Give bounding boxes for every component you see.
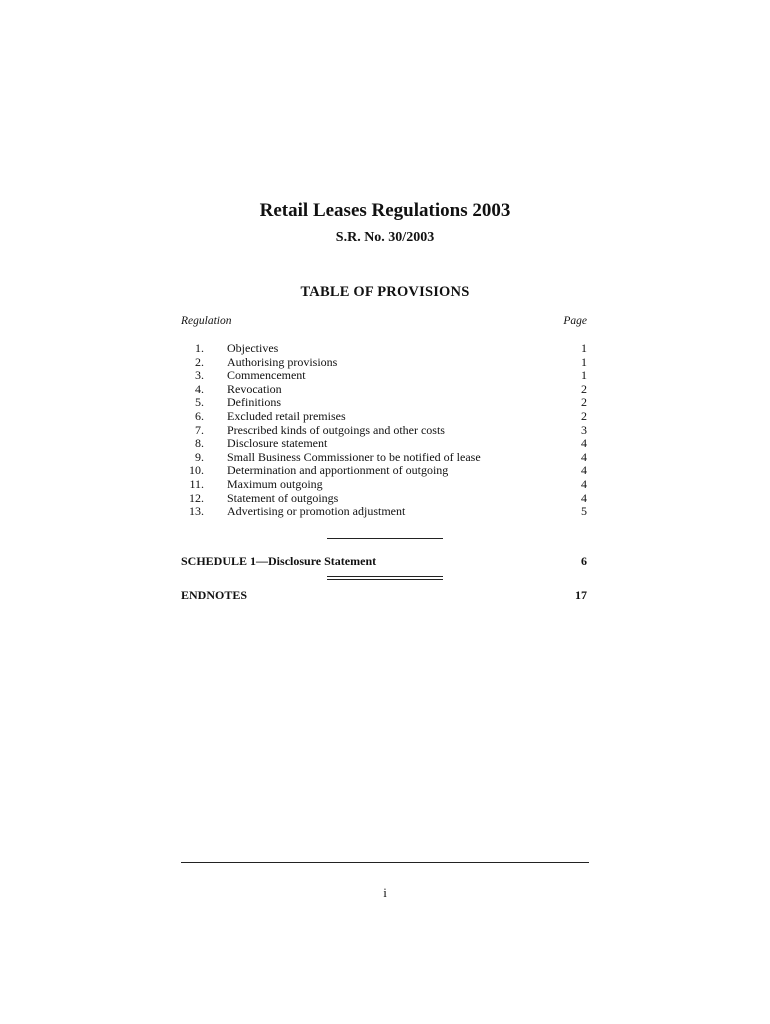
toc-entry-title: Small Business Commissioner to be notified of lease bbox=[227, 449, 481, 464]
toc-entry-page: 3 bbox=[581, 422, 587, 437]
toc-entry-title: Commencement bbox=[227, 368, 306, 383]
endnotes-entry-title: ENDNOTES bbox=[181, 588, 248, 602]
toc-heading: TABLE OF PROVISIONS bbox=[300, 284, 470, 300]
toc-entry[interactable] bbox=[181, 492, 587, 506]
toc-entry-number: 4. bbox=[195, 381, 204, 396]
toc-entry-title: Objectives bbox=[227, 341, 279, 355]
schedule-entry-title: SCHEDULE 1—Disclosure Statement bbox=[181, 554, 377, 568]
toc-entry-number: 8. bbox=[195, 436, 204, 451]
toc-entry[interactable] bbox=[181, 424, 587, 438]
toc-entry-title: Authorising provisions bbox=[227, 354, 338, 369]
toc-entry-number: 10. bbox=[189, 463, 204, 478]
page-number: i bbox=[383, 885, 387, 900]
toc-entry-title: Prescribed kinds of outgoings and other costs bbox=[227, 422, 445, 437]
toc-entry-page: 4 bbox=[581, 449, 587, 464]
toc-entry-title: Disclosure statement bbox=[227, 436, 328, 451]
toc-entry-number: 9. bbox=[195, 449, 204, 464]
double-divider bbox=[327, 576, 443, 580]
toc-entry-page: 4 bbox=[581, 436, 587, 451]
toc-entry-number: 11. bbox=[189, 476, 204, 491]
toc-entry-number: 1. bbox=[195, 341, 204, 355]
toc-entry-title: Definitions bbox=[227, 395, 281, 410]
toc-entry[interactable] bbox=[181, 396, 587, 410]
toc-entry-page: 2 bbox=[581, 381, 587, 396]
regulation-column-label: Regulation bbox=[181, 315, 232, 327]
toc-entry-page: 1 bbox=[581, 341, 587, 355]
toc-entry-page: 1 bbox=[581, 368, 587, 383]
toc-entry-page: 5 bbox=[581, 504, 587, 519]
toc-entry[interactable] bbox=[181, 383, 587, 397]
toc-entry-page: 4 bbox=[581, 463, 587, 478]
toc-entry-title: Statement of outgoings bbox=[227, 490, 339, 505]
toc-entry-number: 5. bbox=[195, 395, 204, 410]
toc-entry-page: 2 bbox=[581, 395, 587, 410]
toc-entry-title: Determination and apportionment of outgoing bbox=[227, 463, 449, 478]
section-divider bbox=[327, 538, 443, 539]
toc-entry[interactable] bbox=[181, 356, 587, 370]
toc-entry-title: Revocation bbox=[227, 381, 282, 396]
document-subtitle: S.R. No. 30/2003 bbox=[335, 230, 435, 245]
toc-entry-title: Maximum outgoing bbox=[227, 476, 323, 491]
toc-entry[interactable] bbox=[181, 369, 587, 383]
toc-entry-number: 2. bbox=[195, 354, 204, 369]
toc-entry[interactable] bbox=[181, 478, 587, 492]
toc-entry-number: 13. bbox=[189, 504, 204, 519]
toc-entry-number: 3. bbox=[195, 368, 204, 383]
footer-divider bbox=[181, 862, 589, 863]
toc-entry-number: 12. bbox=[189, 490, 204, 505]
provisions-list bbox=[181, 342, 587, 519]
toc-entry-number: 6. bbox=[195, 408, 204, 423]
toc-entry-page: 1 bbox=[581, 354, 587, 369]
toc-entry-title: Excluded retail premises bbox=[227, 408, 346, 423]
toc-entry-page: 4 bbox=[581, 476, 587, 491]
toc-entry-page: 4 bbox=[581, 490, 587, 505]
schedule-entry-page: 6 bbox=[581, 554, 587, 568]
toc-entry-title: Advertising or promotion adjustment bbox=[227, 504, 406, 519]
toc-entry[interactable] bbox=[181, 464, 587, 478]
toc-entry[interactable] bbox=[181, 451, 587, 465]
toc-entry-page: 2 bbox=[581, 408, 587, 423]
toc-entry[interactable] bbox=[181, 410, 587, 424]
toc-entry[interactable] bbox=[181, 342, 587, 356]
toc-entry[interactable] bbox=[181, 505, 587, 519]
toc-entry-number: 7. bbox=[195, 422, 204, 437]
document-title: Retail Leases Regulations 2003 bbox=[259, 200, 511, 221]
toc-entry[interactable] bbox=[181, 437, 587, 451]
endnotes-entry-page: 17 bbox=[575, 588, 587, 602]
page-column-label: Page bbox=[563, 315, 587, 327]
